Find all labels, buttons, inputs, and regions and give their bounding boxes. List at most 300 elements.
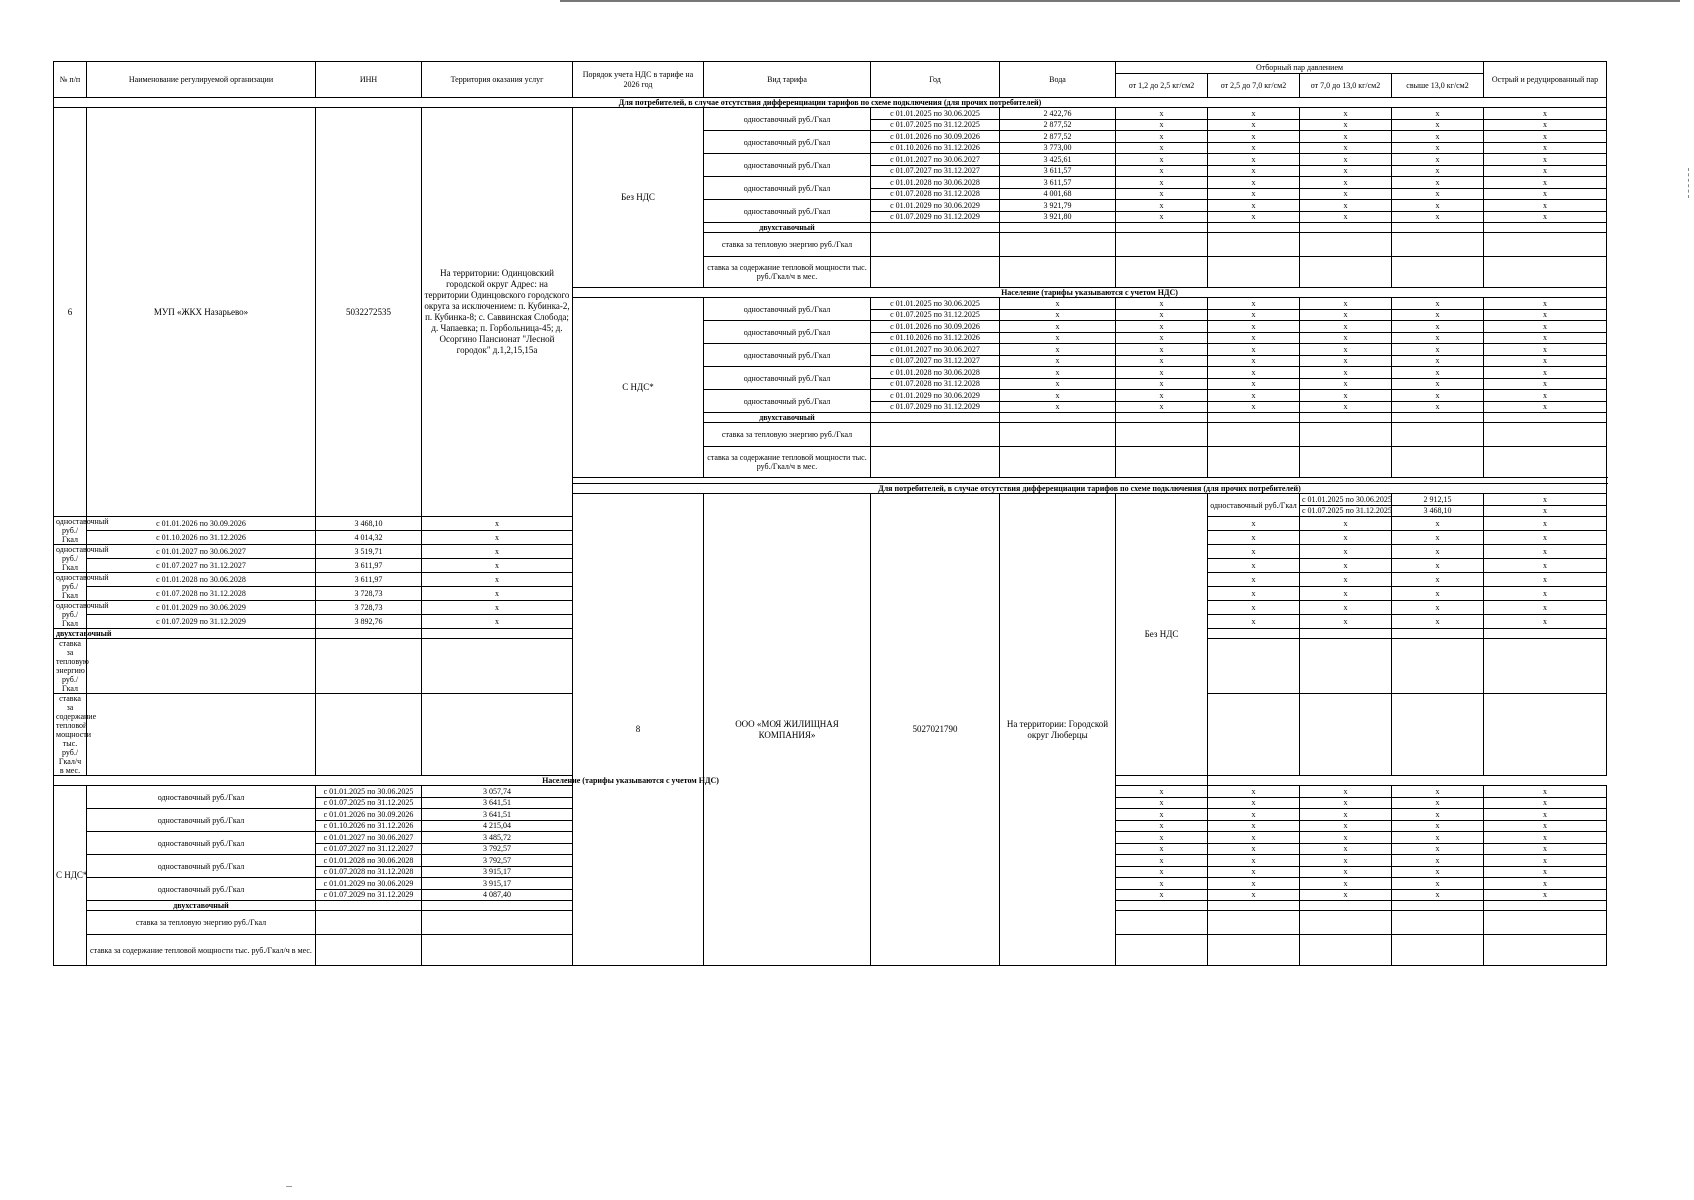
steam-value: x (1208, 545, 1300, 559)
steam-value: x (1116, 200, 1208, 212)
vat-order-label: Без НДС (573, 108, 704, 288)
tariff-type-one-part: одноставочный руб./Гкал (87, 809, 316, 832)
empty-cell (1208, 413, 1300, 423)
water-value: 3 611,97 (316, 559, 422, 573)
empty-cell (1208, 223, 1300, 233)
steam-value: x (1116, 344, 1208, 356)
empty-cell (1392, 413, 1484, 423)
steam-value: x (1484, 855, 1607, 867)
empty-cell (1484, 935, 1607, 966)
steam-value: x (1484, 344, 1607, 356)
steam-value: x (1484, 505, 1607, 517)
period-cell: с 01.07.2025 по 31.12.2025 (871, 309, 1000, 321)
empty-cell (316, 639, 422, 694)
steam-value: x (1208, 878, 1300, 890)
steam-value: x (1208, 401, 1300, 413)
section-label-other: Для потребителей, в случае отсутствия дифференциации тарифов по схеме подключения (для прочих потребителей) (573, 484, 1607, 494)
empty-cell (1208, 233, 1300, 257)
empty-cell (1392, 257, 1484, 288)
steam-value: x (1392, 855, 1484, 867)
steam-value: x (1484, 889, 1607, 901)
steam-value: x (1392, 332, 1484, 344)
water-value: 3 892,76 (316, 615, 422, 629)
empty-cell (1116, 447, 1208, 478)
period-cell: с 01.07.2025 по 31.12.2025 (1300, 505, 1392, 517)
header-vat-order: Порядок учета НДС в тарифе на 2026 год (573, 62, 704, 98)
steam-value: x (1392, 131, 1484, 143)
period-cell: с 01.01.2029 по 30.06.2029 (871, 390, 1000, 402)
empty-cell (1300, 257, 1392, 288)
water-value: x (1000, 344, 1116, 356)
steam-value: x (1300, 177, 1392, 189)
steam-value: x (1484, 820, 1607, 832)
period-cell: с 01.01.2028 по 30.06.2028 (316, 855, 422, 867)
org-inn: 5027021790 (871, 494, 1000, 966)
steam-value: x (1484, 108, 1607, 120)
org-territory: На территории: Городской округ Люберцы (1000, 494, 1116, 966)
water-value: 3 921,79 (1000, 200, 1116, 212)
steam-value: x (1208, 820, 1300, 832)
steam-value: x (1116, 878, 1208, 890)
water-value: 3 792,57 (422, 843, 573, 855)
steam-value: x (1116, 142, 1208, 154)
steam-value: x (1484, 843, 1607, 855)
steam-value: x (1208, 344, 1300, 356)
period-cell: с 01.10.2026 по 31.12.2026 (87, 531, 316, 545)
steam-value: x (1116, 108, 1208, 120)
tariff-table (53, 61, 1607, 966)
steam-value: x (1484, 355, 1607, 367)
empty-cell (1392, 901, 1484, 911)
period-cell: с 01.01.2025 по 30.06.2025 (1300, 494, 1392, 506)
water-value: 3 641,51 (422, 809, 573, 821)
period-cell: с 01.10.2026 по 31.12.2026 (871, 332, 1000, 344)
empty-cell (1116, 233, 1208, 257)
steam-value: x (1116, 188, 1208, 200)
water-value: x (1000, 309, 1116, 321)
tariff-type-one-part: одноставочный руб./Гкал (87, 786, 316, 809)
empty-cell (1484, 413, 1607, 423)
steam-value: x (1392, 154, 1484, 166)
steam-value: x (1484, 559, 1607, 573)
steam-value: x (1392, 545, 1484, 559)
section-row-population (54, 776, 1607, 786)
period-cell: с 01.07.2028 по 31.12.2028 (871, 188, 1000, 200)
period-cell: с 01.07.2027 по 31.12.2027 (871, 355, 1000, 367)
steam-value: x (1300, 601, 1392, 615)
steam-value: x (1208, 188, 1300, 200)
steam-value: x (1392, 878, 1484, 890)
header-steam-2: от 2,5 до 7,0 кг/см2 (1208, 74, 1300, 98)
steam-value: x (1392, 367, 1484, 379)
steam-value: x (1208, 573, 1300, 587)
steam-value: x (422, 587, 573, 601)
steam-value: x (1300, 615, 1392, 629)
period-cell: с 01.01.2028 по 30.06.2028 (871, 367, 1000, 379)
steam-value: x (1116, 154, 1208, 166)
steam-value: x (1300, 211, 1392, 223)
empty-cell (1208, 629, 1300, 639)
steam-value: x (1208, 615, 1300, 629)
empty-cell (1116, 257, 1208, 288)
steam-value: x (1300, 154, 1392, 166)
empty-cell (1300, 694, 1392, 776)
period-cell: с 01.07.2025 по 31.12.2025 (316, 797, 422, 809)
water-value: 3 921,80 (1000, 211, 1116, 223)
steam-value: x (1392, 797, 1484, 809)
empty-cell (871, 423, 1000, 447)
steam-value: x (1484, 615, 1607, 629)
steam-value: x (1208, 298, 1300, 310)
empty-cell (316, 629, 422, 639)
water-value: 3 915,17 (422, 866, 573, 878)
period-cell: с 01.07.2025 по 31.12.2025 (871, 119, 1000, 131)
period-cell: с 01.07.2027 по 31.12.2027 (871, 165, 1000, 177)
tariff-type-two-part: двухставочный (704, 223, 871, 233)
header-year: Год (871, 62, 1000, 98)
steam-value: x (1392, 378, 1484, 390)
tariff-type-one-part: одноставочный руб./Гкал (704, 344, 871, 367)
steam-value: x (1116, 797, 1208, 809)
empty-cell (1392, 629, 1484, 639)
empty-cell (1000, 257, 1116, 288)
tariff-type-one-part: одноставочный руб./Гкал (704, 321, 871, 344)
empty-cell (87, 629, 316, 639)
empty-cell (1392, 223, 1484, 233)
steam-value: x (1484, 378, 1607, 390)
water-value: 3 425,61 (1000, 154, 1116, 166)
empty-cell (1116, 223, 1208, 233)
empty-cell (1116, 423, 1208, 447)
period-cell: с 01.01.2026 по 30.09.2026 (871, 131, 1000, 143)
empty-cell (871, 447, 1000, 478)
tariff-type-one-part: одноставочный руб./Гкал (54, 517, 87, 545)
header-steam-3: от 7,0 до 13,0 кг/см2 (1300, 74, 1392, 98)
tariff-type-one-part: одноставочный руб./Гкал (54, 545, 87, 573)
empty-cell (316, 911, 422, 935)
tariff-type-energy-rate: ставка за тепловую энергию руб./Гкал (54, 639, 87, 694)
empty-cell (1484, 223, 1607, 233)
empty-cell (1300, 629, 1392, 639)
empty-cell (1300, 639, 1392, 694)
period-cell: с 01.01.2027 по 30.06.2027 (316, 832, 422, 844)
vat-order-label: С НДС* (573, 298, 704, 478)
steam-value: x (1300, 367, 1392, 379)
period-cell: с 01.07.2029 по 31.12.2029 (316, 889, 422, 901)
steam-value: x (1116, 332, 1208, 344)
period-cell: с 01.07.2028 по 31.12.2028 (316, 866, 422, 878)
scan-margin-mark (1688, 168, 1691, 198)
steam-value: x (1484, 517, 1607, 531)
water-value: 3 468,10 (316, 517, 422, 531)
steam-value: x (1208, 332, 1300, 344)
steam-value: x (1392, 866, 1484, 878)
water-value: 3 728,73 (316, 601, 422, 615)
water-value: 4 087,40 (422, 889, 573, 901)
scan-bottom-mark (286, 1186, 292, 1187)
empty-cell (1000, 223, 1116, 233)
tariff-type-one-part: одноставочный руб./Гкал (54, 601, 87, 629)
empty-cell (1300, 935, 1392, 966)
water-value: 3 611,57 (1000, 165, 1116, 177)
header-org-name: Наименование регулируемой организации (87, 62, 316, 98)
section-label-population: Население (тарифы указываются с учетом НДС) (573, 288, 1607, 298)
steam-value: x (1208, 559, 1300, 573)
steam-value: x (1116, 298, 1208, 310)
steam-value: x (1300, 309, 1392, 321)
steam-value: x (1208, 211, 1300, 223)
water-value: 3 728,73 (316, 587, 422, 601)
empty-cell (1208, 911, 1300, 935)
steam-value: x (1300, 786, 1392, 798)
steam-value: x (1484, 545, 1607, 559)
period-cell: с 01.07.2029 по 31.12.2029 (871, 401, 1000, 413)
water-value: 2 422,76 (1000, 108, 1116, 120)
empty-cell (422, 935, 573, 966)
steam-value: x (1116, 378, 1208, 390)
steam-value: x (1392, 298, 1484, 310)
steam-value: x (1300, 355, 1392, 367)
steam-value: x (1300, 165, 1392, 177)
empty-cell (1208, 901, 1300, 911)
empty-cell (1116, 901, 1208, 911)
steam-value: x (1392, 390, 1484, 402)
steam-value: x (1484, 165, 1607, 177)
steam-value: x (1300, 108, 1392, 120)
steam-value: x (1300, 573, 1392, 587)
empty-cell (1208, 423, 1300, 447)
empty-cell (316, 694, 422, 776)
scan-top-rule (560, 0, 1680, 2)
empty-cell (1392, 694, 1484, 776)
steam-value: x (1300, 390, 1392, 402)
steam-value: x (1484, 531, 1607, 545)
header-sharp-steam: Острый и редуцированный пар (1484, 62, 1607, 98)
empty-cell (1300, 423, 1392, 447)
period-cell: с 01.01.2025 по 30.06.2025 (871, 108, 1000, 120)
header-water: Вода (1000, 62, 1116, 98)
water-value: 3 915,17 (422, 878, 573, 890)
tariff-type-one-part: одноставочный руб./Гкал (87, 832, 316, 855)
steam-value: x (1300, 855, 1392, 867)
steam-value: x (1484, 797, 1607, 809)
water-value: x (1000, 378, 1116, 390)
steam-value: x (1116, 390, 1208, 402)
header-steam-4: свыше 13,0 кг/см2 (1392, 74, 1484, 98)
steam-value: x (1300, 889, 1392, 901)
tariff-type-capacity-rate: ставка за содержание тепловой мощности тыс. руб./Гкал/ч в мес. (704, 447, 871, 478)
steam-value: x (1208, 108, 1300, 120)
section-row-other (54, 98, 1607, 108)
steam-value: x (1392, 165, 1484, 177)
steam-value: x (1300, 321, 1392, 333)
empty-cell (422, 694, 573, 776)
steam-value: x (1484, 188, 1607, 200)
steam-value: x (1116, 165, 1208, 177)
period-cell: с 01.01.2026 по 30.09.2026 (871, 321, 1000, 333)
empty-cell (1208, 639, 1300, 694)
steam-value: x (1300, 188, 1392, 200)
header-inn: ИНН (316, 62, 422, 98)
header-territory: Территория оказания услуг (422, 62, 573, 98)
empty-cell (871, 223, 1000, 233)
steam-value: x (1208, 390, 1300, 402)
empty-cell (1484, 257, 1607, 288)
empty-cell (1116, 413, 1208, 423)
period-cell: с 01.07.2029 по 31.12.2029 (87, 615, 316, 629)
steam-value: x (1208, 200, 1300, 212)
steam-value: x (1116, 832, 1208, 844)
tariff-type-one-part: одноставочный руб./Гкал (704, 200, 871, 223)
empty-cell (1484, 629, 1607, 639)
steam-value: x (1392, 344, 1484, 356)
steam-value: x (1392, 601, 1484, 615)
empty-cell (1484, 639, 1607, 694)
steam-value: x (1392, 573, 1484, 587)
empty-cell (871, 257, 1000, 288)
empty-cell (87, 639, 316, 694)
period-cell: с 01.01.2028 по 30.06.2028 (871, 177, 1000, 189)
period-cell: с 01.01.2029 по 30.06.2029 (871, 200, 1000, 212)
steam-value: x (1208, 587, 1300, 601)
empty-cell (1392, 911, 1484, 935)
steam-value: x (1392, 615, 1484, 629)
tariff-type-one-part: одноставочный руб./Гкал (704, 131, 871, 154)
steam-value: x (1392, 832, 1484, 844)
period-cell: с 01.01.2025 по 30.06.2025 (316, 786, 422, 798)
steam-value: x (1300, 517, 1392, 531)
empty-cell (1116, 911, 1208, 935)
empty-cell (1300, 223, 1392, 233)
steam-value: x (422, 573, 573, 587)
period-cell: с 01.07.2028 по 31.12.2028 (87, 587, 316, 601)
steam-value: x (1208, 889, 1300, 901)
water-value: 4 001,68 (1000, 188, 1116, 200)
steam-value: x (1484, 154, 1607, 166)
empty-cell (1392, 639, 1484, 694)
steam-value: x (1300, 587, 1392, 601)
empty-cell (422, 639, 573, 694)
steam-value: x (1392, 786, 1484, 798)
steam-value: x (1484, 367, 1607, 379)
steam-value: x (1484, 142, 1607, 154)
period-cell: с 01.10.2026 по 31.12.2026 (316, 820, 422, 832)
steam-value: x (1484, 131, 1607, 143)
tariff-type-one-part: одноставочный руб./Гкал (87, 855, 316, 878)
period-cell: с 01.01.2027 по 30.06.2027 (871, 344, 1000, 356)
empty-cell (422, 901, 573, 911)
tariff-type-energy-rate: ставка за тепловую энергию руб./Гкал (704, 233, 871, 257)
steam-value: x (422, 517, 573, 531)
steam-value: x (1392, 843, 1484, 855)
empty-cell (1000, 233, 1116, 257)
steam-value: x (1300, 809, 1392, 821)
steam-value: x (1300, 298, 1392, 310)
steam-value: x (1484, 573, 1607, 587)
org-name: МУП «ЖКХ Назарьево» (87, 108, 316, 517)
water-value: 4 215,04 (422, 820, 573, 832)
steam-value: x (1116, 119, 1208, 131)
water-value: 3 057,74 (422, 786, 573, 798)
steam-value: x (1208, 378, 1300, 390)
steam-value: x (1208, 165, 1300, 177)
steam-value: x (1208, 355, 1300, 367)
empty-cell (1208, 694, 1300, 776)
water-value: 3 611,57 (1000, 177, 1116, 189)
section-label-other: Для потребителей, в случае отсутствия дифференциации тарифов по схеме подключения (для прочих потребителей) (54, 98, 1607, 108)
steam-value: x (1116, 367, 1208, 379)
header-tariff-type: Вид тарифа (704, 62, 871, 98)
steam-value: x (1116, 401, 1208, 413)
tariff-type-one-part: одноставочный руб./Гкал (704, 298, 871, 321)
header-steam-1: от 1,2 до 2,5 кг/см2 (1116, 74, 1208, 98)
tariff-type-one-part: одноставочный руб./Гкал (704, 390, 871, 413)
steam-value: x (1208, 367, 1300, 379)
steam-value: x (1116, 131, 1208, 143)
period-cell: с 01.07.2027 по 31.12.2027 (316, 843, 422, 855)
steam-value: x (1300, 119, 1392, 131)
steam-value: x (1208, 154, 1300, 166)
water-value: x (1000, 321, 1116, 333)
steam-value: x (1392, 188, 1484, 200)
steam-value: x (1300, 378, 1392, 390)
period-cell: с 01.10.2026 по 31.12.2026 (871, 142, 1000, 154)
empty-cell (1000, 423, 1116, 447)
period-cell: с 01.01.2027 по 30.06.2027 (871, 154, 1000, 166)
steam-value: x (1116, 321, 1208, 333)
steam-value: x (1484, 119, 1607, 131)
empty-cell (1392, 447, 1484, 478)
steam-value: x (1484, 390, 1607, 402)
empty-cell (1484, 233, 1607, 257)
steam-value: x (1392, 309, 1484, 321)
steam-value: x (422, 545, 573, 559)
empty-cell (1300, 901, 1392, 911)
vat-order-label: С НДС* (54, 786, 87, 966)
empty-cell (316, 901, 422, 911)
water-value: 3 611,97 (316, 573, 422, 587)
steam-value: x (1484, 878, 1607, 890)
steam-value: x (1484, 832, 1607, 844)
steam-value: x (1208, 832, 1300, 844)
water-value: x (1000, 390, 1116, 402)
steam-value: x (1300, 545, 1392, 559)
steam-value: x (1300, 843, 1392, 855)
org-inn: 5032272535 (316, 108, 422, 517)
empty-cell (1392, 233, 1484, 257)
tariff-type-capacity-rate: ставка за содержание тепловой мощности тыс. руб./Гкал/ч в мес. (87, 935, 316, 966)
steam-value: x (1484, 786, 1607, 798)
period-cell: с 01.01.2026 по 30.09.2026 (87, 517, 316, 531)
empty-cell (1116, 935, 1208, 966)
steam-value: x (1300, 401, 1392, 413)
steam-value: x (1484, 321, 1607, 333)
steam-value: x (1116, 786, 1208, 798)
steam-value: x (1300, 131, 1392, 143)
period-cell: с 01.01.2025 по 30.06.2025 (871, 298, 1000, 310)
org-territory: На территории: Одинцовский городской округ Адрес: на территории Одинцовского городского округа за исключением: п. Кубинка-2, п. Кубинка-8; с. Саввинская Слобода; д. Чапаевка; п. Горбольница-45; д. Осоргино Пансионат "Лесной городок" д.1,2,15,15а (422, 108, 573, 517)
tariff-type-one-part: одноставочный руб./Гкал (1208, 494, 1300, 517)
steam-value: x (422, 601, 573, 615)
water-value: x (1000, 367, 1116, 379)
water-value: 3 519,71 (316, 545, 422, 559)
steam-value: x (1300, 142, 1392, 154)
tariff-type-energy-rate: ставка за тепловую энергию руб./Гкал (87, 911, 316, 935)
steam-value: x (1208, 809, 1300, 821)
steam-value: x (1208, 517, 1300, 531)
steam-value: x (1392, 809, 1484, 821)
water-value: 2 912,15 (1392, 494, 1484, 506)
